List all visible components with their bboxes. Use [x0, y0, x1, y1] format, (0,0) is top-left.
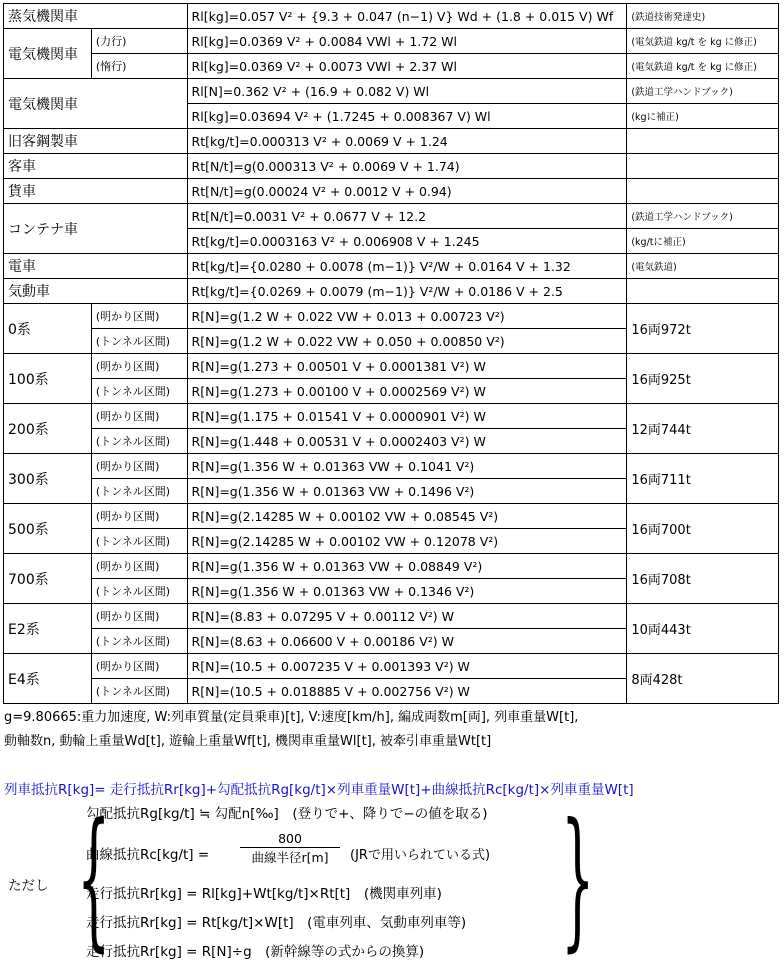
- resistance-formula: R[N]=g(1.356 W + 0.01363 VW + 0.08849 V²): [187, 554, 627, 579]
- curve-note: (JRで用いられている式): [350, 848, 491, 863]
- section-label: (トンネル区間): [91, 429, 187, 454]
- section-label: (トンネル区間): [91, 529, 187, 554]
- train-series-name: E4系: [4, 654, 92, 704]
- resistance-formula: Rt[kg/t]=0.000313 V² + 0.0069 V + 1.24: [187, 129, 627, 154]
- section-label: (明かり区間): [91, 504, 187, 529]
- resistance-formula: R[N]=g(1.356 W + 0.01363 VW + 0.1496 V²): [187, 479, 627, 504]
- consist-weight: 16両700t: [627, 504, 779, 554]
- resistance-formula: R[N]=g(1.273 + 0.00100 V + 0.0002569 V²) W: [187, 379, 627, 404]
- section-label: (明かり区間): [91, 654, 187, 679]
- vehicle-name: 電気機関車: [4, 29, 92, 79]
- resistance-formula: R[N]=g(2.14285 W + 0.00102 VW + 0.12078 V²): [187, 529, 627, 554]
- shinkansen-row: [4, 304, 779, 329]
- shinkansen-row: [4, 604, 779, 629]
- train-series-name: E2系: [4, 604, 92, 654]
- consist-weight: 8両428t: [627, 654, 779, 704]
- vehicle-name: 気動車: [4, 279, 188, 304]
- consist-weight: 16両708t: [627, 554, 779, 604]
- formula-row: [4, 54, 779, 79]
- section-label: (トンネル区間): [91, 679, 187, 704]
- curve-resistance-line: 曲線抵抗Rc[kg/t] =: [86, 847, 210, 863]
- source-note: (鉄道工学ハンドブック): [627, 79, 779, 104]
- resistance-formula: R[N]=(10.5 + 0.018885 V + 0.002756 V²) W: [187, 679, 627, 704]
- shinkansen-row: [4, 654, 779, 679]
- consist-weight: 10両443t: [627, 604, 779, 654]
- resistance-formula: R[N]=(8.63 + 0.06600 V + 0.00186 V²) W: [187, 629, 627, 654]
- section-label: (トンネル区間): [91, 629, 187, 654]
- section-label: (明かり区間): [91, 404, 187, 429]
- shinkansen-row: [4, 454, 779, 479]
- resistance-formula: Rl[kg]=0.0369 V² + 0.0084 VWl + 1.72 Wl: [187, 29, 627, 54]
- resistance-formula: R[N]=g(2.14285 W + 0.00102 VW + 0.08545 V²): [187, 504, 627, 529]
- train-series-name: 500系: [4, 504, 92, 554]
- mode-label: (力行): [91, 29, 187, 54]
- curve-fraction: [240, 831, 340, 866]
- train-series-name: 200系: [4, 404, 92, 454]
- legend: [4, 706, 774, 754]
- legend-line-2: 動軸数n, 動輪上重量Wd[t], 遊輪上重量Wf[t], 機関車重量Wl[t], 被牽引車重量Wt[t]: [4, 734, 492, 749]
- formula-row: [4, 4, 779, 29]
- formula-row: [4, 179, 779, 204]
- vehicle-name: 蒸気機関車: [4, 4, 188, 29]
- shinkansen-row: [4, 404, 779, 429]
- vehicle-name: 客車: [4, 154, 188, 179]
- source-note: [627, 279, 779, 304]
- curve-denominator: 曲線半径r[m]: [251, 850, 329, 865]
- source-note: [627, 129, 779, 154]
- consist-weight: 16両711t: [627, 454, 779, 504]
- shinkansen-row: [4, 354, 779, 379]
- formula-row: [4, 29, 779, 54]
- formula-row: [4, 254, 779, 279]
- section-label: (トンネル区間): [91, 329, 187, 354]
- source-note: (鉄道工学ハンドブック): [627, 204, 779, 229]
- resistance-formula: Rl[kg]=0.057 V² + {9.3 + 0.047 (n−1) V} Wd + (1.8 + 0.015 V) Wf: [187, 4, 627, 29]
- resistance-formula: R[N]=g(1.448 + 0.00531 V + 0.0002403 V²) W: [187, 429, 627, 454]
- formula-row: [4, 129, 779, 154]
- vehicle-name: コンテナ車: [4, 204, 188, 254]
- source-note: (電気鉄道): [627, 254, 779, 279]
- tadashi-label: ただし: [8, 878, 49, 894]
- section-label: (明かり区間): [91, 454, 187, 479]
- resistance-formula: Rl[N]=0.362 V² + (16.9 + 0.082 V) Wl: [187, 79, 627, 104]
- grade-resistance-line: 勾配抵抗Rg[kg/t] ≒ 勾配n[‰] (登りで+、降りで−の値を取る): [86, 806, 488, 822]
- resistance-table: [3, 3, 779, 704]
- mode-label: (惰行): [91, 54, 187, 79]
- train-series-name: 300系: [4, 454, 92, 504]
- source-note: (電気鉄道 kg/t を kg に修正): [627, 29, 779, 54]
- consist-weight: 16両925t: [627, 354, 779, 404]
- shinkansen-row: [4, 504, 779, 529]
- resistance-formula: R[N]=g(1.356 W + 0.01363 VW + 0.1041 V²): [187, 454, 627, 479]
- vehicle-name: 電車: [4, 254, 188, 279]
- consist-weight: 12両744t: [627, 404, 779, 454]
- source-note: (kg/tに補正): [627, 229, 779, 254]
- resistance-formula: Rl[kg]=0.03694 V² + (1.7245 + 0.008367 V) Wl: [187, 104, 627, 129]
- source-note: (鉄道技術発達史): [627, 4, 779, 29]
- resistance-formula: Rt[kg/t]={0.0280 + 0.0078 (m−1)} V²/W + 0.0164 V + 1.32: [187, 254, 627, 279]
- vehicle-name: 電気機関車: [4, 79, 188, 129]
- section-label: (明かり区間): [91, 304, 187, 329]
- section-label: (トンネル区間): [91, 579, 187, 604]
- resistance-formula: R[N]=g(1.2 W + 0.022 VW + 0.050 + 0.00850 V²): [187, 329, 627, 354]
- vehicle-name: 旧客鋼製車: [4, 129, 188, 154]
- resistance-formula: Rt[N/t]=g(0.000313 V² + 0.0069 V + 1.74): [187, 154, 627, 179]
- vehicle-name: 貨車: [4, 179, 188, 204]
- resistance-formula: R[N]=(8.83 + 0.07295 V + 0.00112 V²) W: [187, 604, 627, 629]
- formula-row: [4, 204, 779, 229]
- formula-row: [4, 79, 779, 104]
- section-label: (明かり区間): [91, 354, 187, 379]
- train-series-name: 700系: [4, 554, 92, 604]
- source-note: (kgに補正): [627, 104, 779, 129]
- train-series-name: 0系: [4, 304, 92, 354]
- formula-row: [4, 154, 779, 179]
- resistance-formula: R[N]=g(1.2 W + 0.022 VW + 0.013 + 0.00723 V²): [187, 304, 627, 329]
- running-resistance-line-3: 走行抵抗Rr[kg] = R[N]÷g (新幹線等の式からの換算): [86, 944, 425, 960]
- curve-numerator: 800: [240, 831, 340, 848]
- resistance-formula: Rt[N/t]=g(0.00024 V² + 0.0012 V + 0.94): [187, 179, 627, 204]
- section-label: (明かり区間): [91, 554, 187, 579]
- train-series-name: 100系: [4, 354, 92, 404]
- consist-weight: 16両972t: [627, 304, 779, 354]
- right-brace-icon: }: [561, 792, 595, 963]
- section-label: (トンネル区間): [91, 479, 187, 504]
- resistance-formula: R[N]=(10.5 + 0.007235 V + 0.001393 V²) W: [187, 654, 627, 679]
- resistance-formula: R[N]=g(1.356 W + 0.01363 VW + 0.1346 V²): [187, 579, 627, 604]
- shinkansen-row: [4, 554, 779, 579]
- source-note: [627, 154, 779, 179]
- left-brace-icon: {: [77, 792, 111, 963]
- formula-row: [4, 279, 779, 304]
- running-resistance-line-2: 走行抵抗Rr[kg] = Rt[kg/t]×W[t] (電車列車、気動車列車等): [86, 915, 467, 931]
- section-label: (トンネル区間): [91, 379, 187, 404]
- resistance-formula: Rt[kg/t]=0.0003163 V² + 0.006908 V + 1.245: [187, 229, 627, 254]
- resistance-formula: R[N]=g(1.175 + 0.01541 V + 0.0000901 V²) W: [187, 404, 627, 429]
- section-label: (明かり区間): [91, 604, 187, 629]
- legend-line-1: g=9.80665:重力加速度, W:列車質量(定員乗車)[t], V:速度[km/h], 編成両数m[両], 列車重量W[t],: [4, 710, 579, 725]
- source-note: (電気鉄道 kg/t を kg に修正): [627, 54, 779, 79]
- resistance-formula: Rt[kg/t]={0.0269 + 0.0079 (m−1)} V²/W + 0.0186 V + 2.5: [187, 279, 627, 304]
- resistance-formula: R[N]=g(1.273 + 0.00501 V + 0.0001381 V²) W: [187, 354, 627, 379]
- total-resistance-formula: 列車抵抗R[kg]= 走行抵抗Rr[kg]+勾配抵抗Rg[kg/t]×列車重量W[t]+曲線抵抗Rc[kg/t]×列車重量W[t]: [4, 782, 634, 798]
- resistance-formula: Rt[N/t]=0.0031 V² + 0.0677 V + 12.2: [187, 204, 627, 229]
- resistance-formula: Rl[kg]=0.0369 V² + 0.0073 VWl + 2.37 Wl: [187, 54, 627, 79]
- source-note: [627, 179, 779, 204]
- running-resistance-line-1: 走行抵抗Rr[kg] = Rl[kg]+Wt[kg/t]×Rt[t] (機関車列車): [86, 886, 442, 902]
